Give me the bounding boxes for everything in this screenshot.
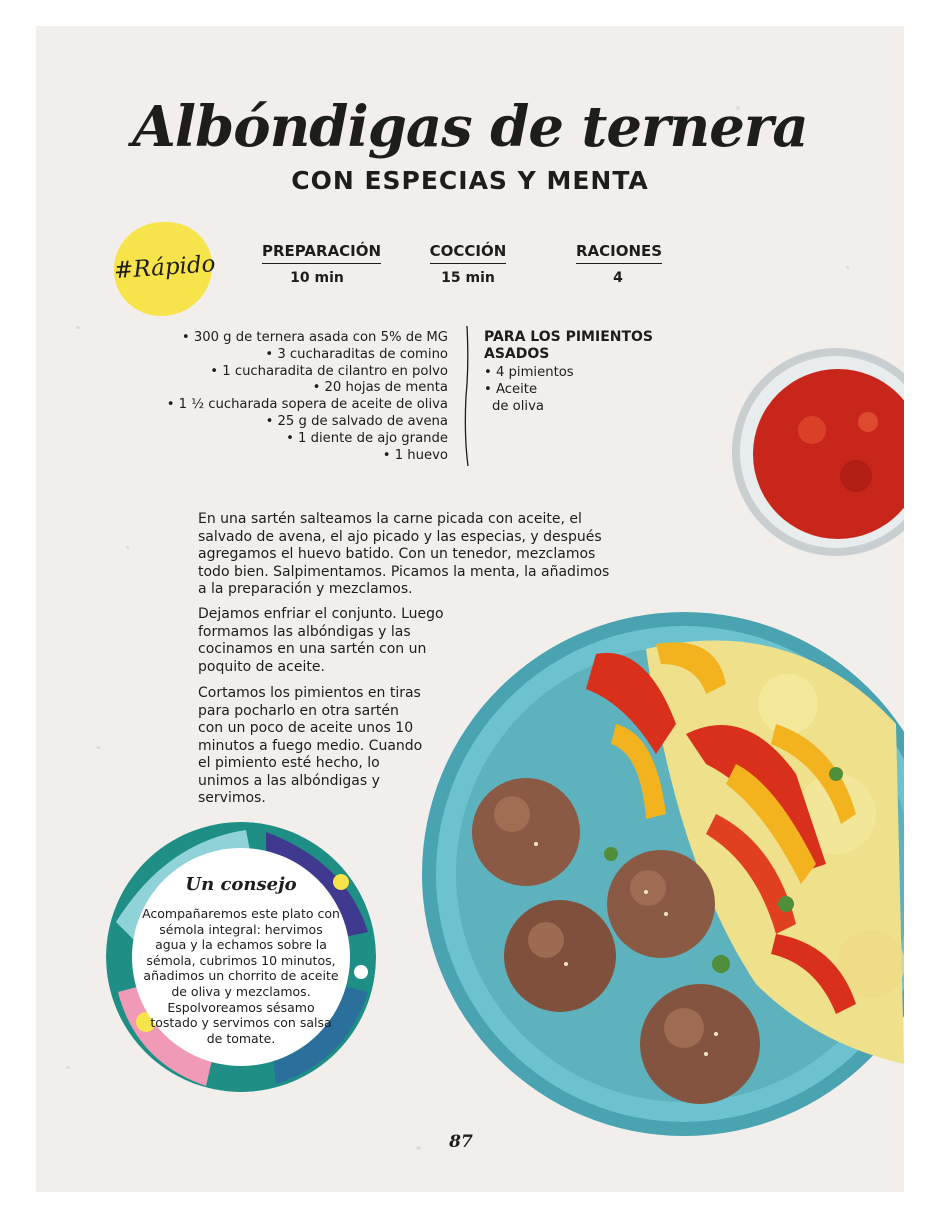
ingredient-item: • 1 diente de ajo grande [286, 430, 448, 446]
quick-badge-label: #Rápido [113, 251, 217, 285]
ingredient-list [146, 330, 448, 464]
meta-label: PREPARACIÓN [262, 242, 381, 264]
tip-text: Acompañaremos este plato con sémola integral: hervimos agua y la echamos sobre la sémola, cubrimos 10 minutos, añadimos un chorrito de aceite de oliva y mezclamos. Espolvoreamos sésamo tostado y servimos con salsa de tomate. [142, 906, 340, 1046]
paper-speck [96, 746, 101, 749]
recipe-title: Albóndigas de ternera [132, 94, 808, 160]
meta-value: 15 min [441, 270, 495, 286]
ingredient-item: • 20 hojas de menta [312, 380, 448, 396]
ingredient-item: • 3 cucharaditas de comino [265, 346, 448, 362]
step-paragraph: Cortamos los pimientos en tiras para pocharlo en otra sartén con un poco de aceite unos 10 minutos a fuego medio. Cuando el pimiento esté hecho, lo unimos a las albóndigas y servimos. [198, 685, 423, 806]
paper-speck [126, 546, 129, 549]
meta-label: COCCIÓN [430, 242, 507, 264]
paper-speck [66, 1066, 70, 1069]
tip-title: Un consejo [185, 874, 297, 895]
pepper-item: • 4 pimientos [484, 365, 574, 380]
meta-value: 4 [613, 270, 623, 286]
ingredient-item: • 300 g de ternera asada con 5% de MG [181, 330, 448, 345]
ingredient-item: • 25 g de salvado de avena [265, 413, 448, 429]
page-number: 87 [449, 1132, 473, 1152]
pepper-item: • Aceite [484, 381, 538, 397]
pepper-item: de oliva [492, 398, 544, 414]
ingredient-item: • 1 cucharadita de cilantro en polvo [210, 363, 448, 379]
recipe-page [36, 26, 904, 1192]
meta-label: RACIONES [576, 242, 662, 264]
paper-speck [76, 326, 80, 329]
ingredient-item: • 1 ½ cucharada sopera de aceite de oliva [166, 397, 448, 413]
food-photo [416, 344, 904, 1144]
step-paragraph: En una sartén salteamos la carne picada con aceite, el salvado de avena, el ajo picado y las especias, y después agregamos el huevo batido. Con un tenedor, mezclamos todo bien. Salpimentamos. Picamos la menta, la añadimos a la preparación y mezclamos. [198, 511, 610, 597]
meta-servings [576, 242, 663, 286]
recipe-subtitle: CON ESPECIAS Y MENTA [291, 166, 649, 195]
peppers-title: PARA LOS PIMIENTOS ASADOS [484, 329, 654, 362]
main-bowl [422, 612, 904, 1136]
sauce-bowl [732, 348, 904, 556]
step-paragraph: Dejamos enfriar el conjunto. Luego formamos las albóndigas y las cocinamos en una sartén con un poquito de aceite. [198, 606, 444, 675]
meta-cooking [428, 242, 508, 286]
meta-value: 10 min [290, 270, 344, 286]
ingredient-item: • 1 huevo [382, 447, 448, 463]
meta-preparation [262, 242, 382, 286]
paper-speck [846, 266, 849, 269]
